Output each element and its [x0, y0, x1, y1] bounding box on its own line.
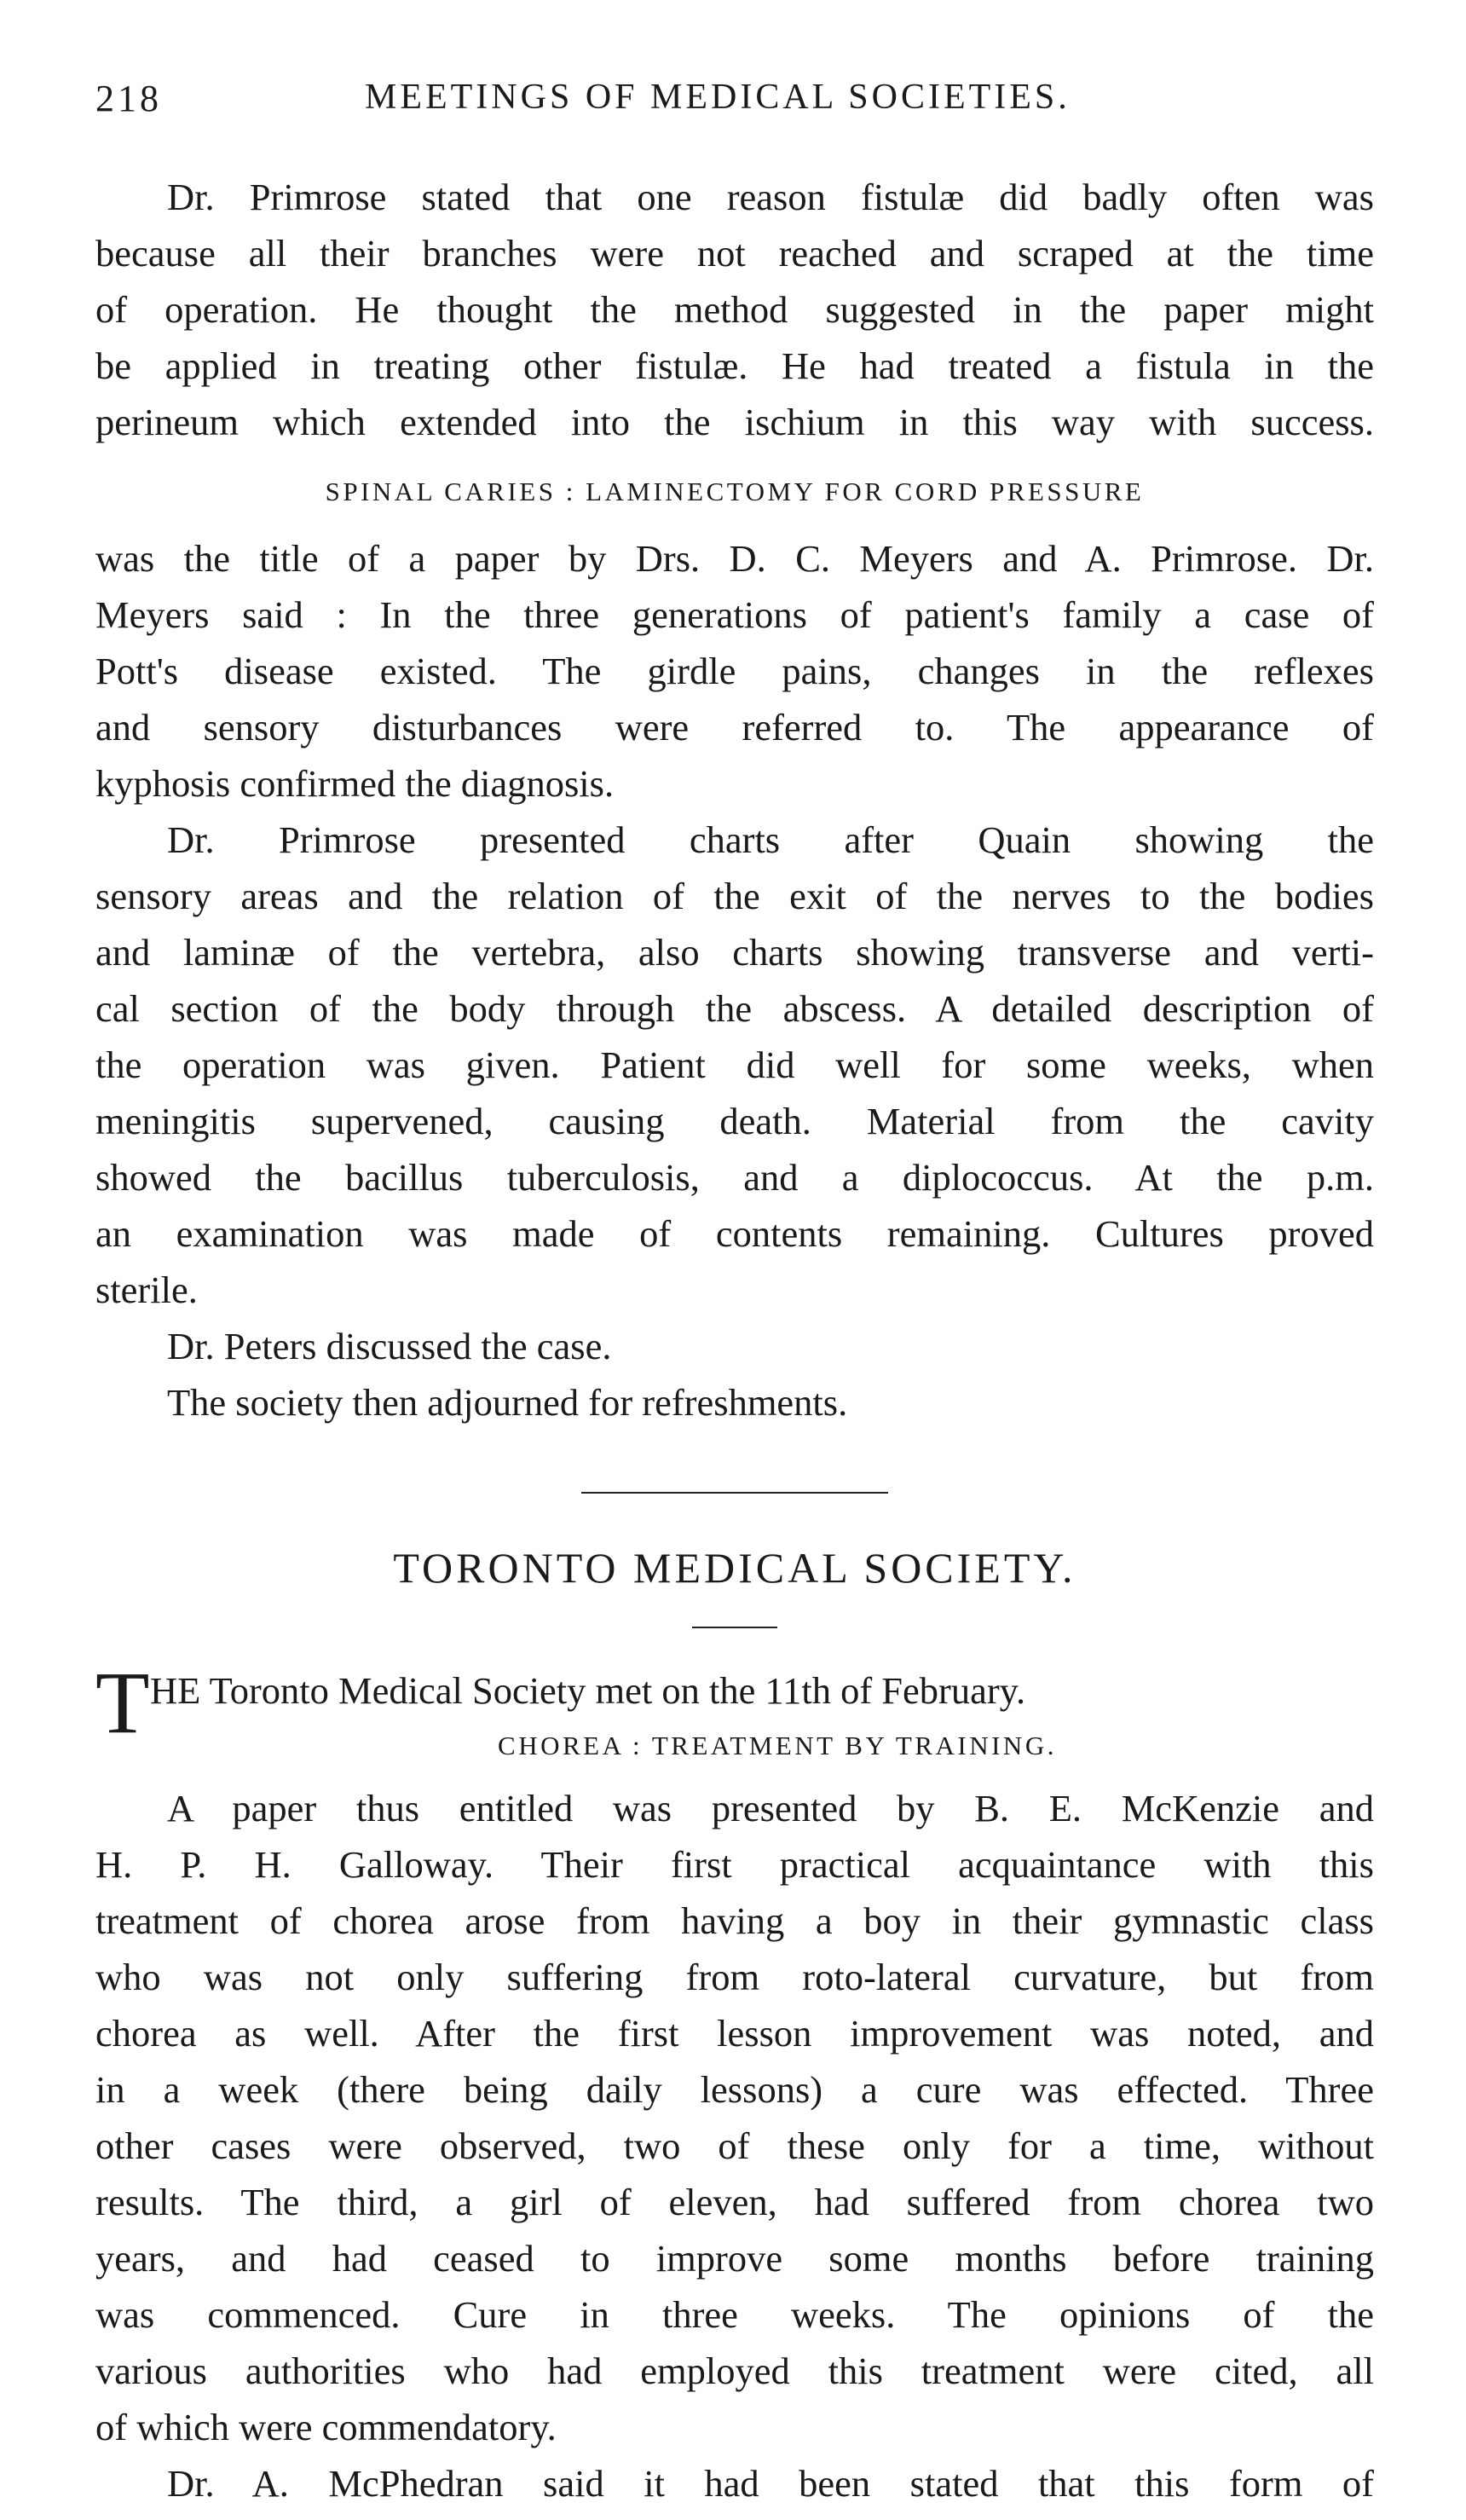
- text-line: Meyers said : In the three generations of patient's family a case of: [95, 593, 1374, 636]
- paragraph-primrose-charts: [95, 812, 1374, 1318]
- text-line: because all their branches were not reached and scraped at the time: [95, 232, 1374, 275]
- page-number: 218: [95, 78, 162, 119]
- opening-text: HE Toronto Medical Society met on the 11th of February.: [150, 1669, 1026, 1712]
- section-divider: [581, 1492, 888, 1494]
- text-line: was the title of a paper by Drs. D. C. Meyers and A. Primrose. Dr.: [95, 537, 1374, 580]
- text-line: kyphosis confirmed the diagnosis.: [95, 762, 615, 805]
- text-line: and sensory disturbances were referred to. The appearance of: [95, 706, 1374, 748]
- text-line: A paper thus entitled was presented by B. E. McKenzie and: [167, 1787, 1374, 1829]
- title-rule: [692, 1627, 777, 1628]
- text-line: chorea as well. After the first lesson improvement was noted, and: [95, 2012, 1374, 2055]
- text-line: the operation was given. Patient did well for some weeks, when: [95, 1043, 1374, 1086]
- text-line: other cases were observed, two of these only for a time, without: [95, 2124, 1374, 2167]
- text-line: of which were commendatory.: [95, 2406, 557, 2448]
- text-line: perineum which extended into the ischium in this way with success.: [95, 401, 1374, 443]
- text-line: sensory areas and the relation of the exit of the nerves to the bodies: [95, 875, 1374, 917]
- text-line: H. P. H. Galloway. Their first practical acquaintance with this: [95, 1843, 1374, 1886]
- text-line: Dr. Primrose stated that one reason fistulæ did badly often was: [167, 176, 1374, 218]
- text-line: was commenced. Cure in three weeks. The opinions of the: [95, 2293, 1374, 2336]
- section-title: TORONTO MEDICAL SOCIETY.: [393, 1544, 1076, 1592]
- text-line: in a week (there being daily lessons) a cure was effected. Three: [95, 2068, 1374, 2111]
- text-line: cal section of the body through the abscess. A detailed description of: [95, 987, 1374, 1030]
- text-line: results. The third, a girl of eleven, had suffered from chorea two: [95, 2181, 1374, 2223]
- paragraph-adjourned: The society then adjourned for refreshments.: [167, 1381, 848, 1424]
- paragraph-chorea-paper: [95, 1780, 1374, 2455]
- text-line: an examination was made of contents remaining. Cultures proved: [95, 1212, 1374, 1255]
- paragraph-primrose-fistulae: [95, 169, 1374, 450]
- subhead-chorea: CHOREA : TREATMENT BY TRAINING.: [498, 1731, 1057, 1760]
- text-line: and laminæ of the vertebra, also charts showing transverse and verti-: [95, 931, 1374, 974]
- text-line: showed the bacillus tuberculosis, and a diplococcus. At the p.m.: [95, 1156, 1374, 1199]
- running-title: MEETINGS OF MEDICAL SOCIETIES.: [365, 78, 1071, 117]
- paragraph-mcphedran: Dr. A. McPhedran said it had been stated that this form of: [167, 2462, 1374, 2505]
- text-line: who was not only suffering from roto-lateral curvature, but from: [95, 1956, 1374, 1998]
- text-line: meningitis supervened, causing death. Material from the cavity: [95, 1100, 1374, 1142]
- text-line: years, and had ceased to improve some months before training: [95, 2237, 1374, 2280]
- drop-cap: T: [95, 1654, 150, 1752]
- text-line: sterile.: [95, 1269, 198, 1311]
- text-line: treatment of chorea arose from having a boy in their gymnastic class: [95, 1899, 1374, 1942]
- text-line: be applied in treating other fistulæ. He had treated a fistula in the: [95, 344, 1374, 387]
- text-line: Pott's disease existed. The girdle pains, changes in the reflexes: [95, 650, 1374, 692]
- book-page: [95, 77, 1374, 2511]
- text-line: Dr. Primrose presented charts after Quain showing the: [167, 818, 1374, 861]
- paragraph-peters: Dr. Peters discussed the case.: [167, 1325, 612, 1367]
- text-line: various authorities who had employed this treatment were cited, all: [95, 2349, 1374, 2392]
- text-line: of operation. He thought the method suggested in the paper might: [95, 288, 1374, 331]
- page-header: [95, 77, 1374, 128]
- subhead-spinal-caries: SPINAL CARIES : LAMINECTOMY FOR CORD PRESSURE: [325, 477, 1145, 506]
- paragraph-meyers-paper: [95, 530, 1374, 812]
